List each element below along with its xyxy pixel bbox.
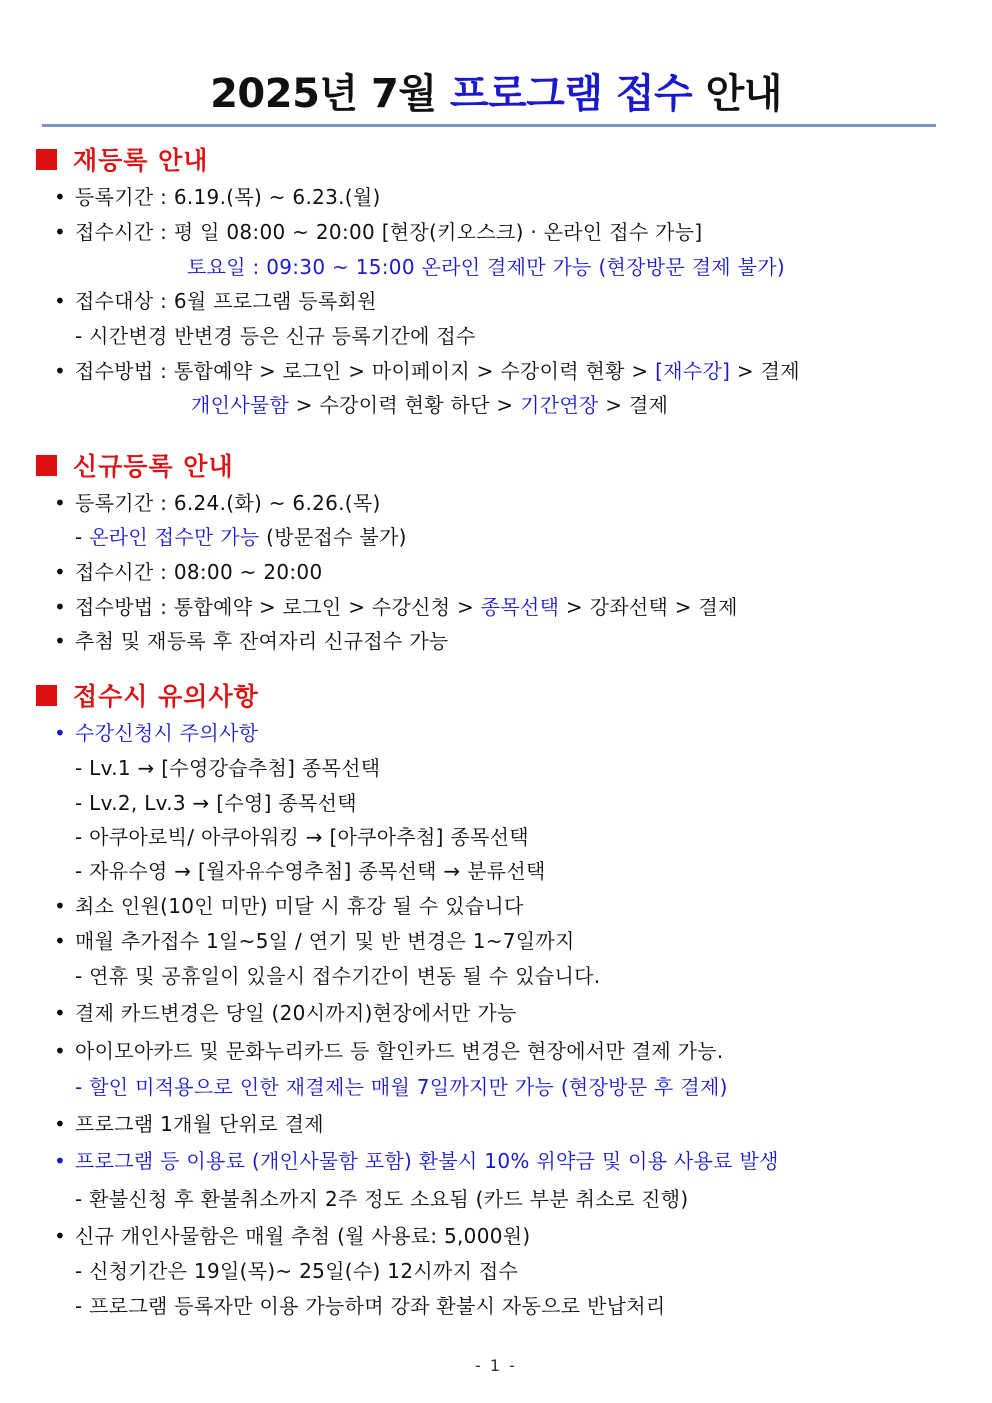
note-extra: 매월 추가접수 1일~5일 / 연기 및 반 변경은 1~7일까지 [75, 929, 575, 953]
caution-aqua: - 아쿠아로빅/ 아쿠아워킹 → [아쿠아추첨] 종목선택 [75, 825, 529, 849]
caution-lv2: - Lv.2, Lv.3 → [수영] 종목선택 [75, 791, 357, 815]
reg-period: 등록기간 : 6.19.(목) ~ 6.23.(월) [75, 185, 381, 209]
note-discount-detail: - 할인 미적용으로 인한 재결제는 매월 7일까지만 가능 (현장방문 후 결제) [75, 1075, 728, 1099]
square-bullet-icon [36, 685, 57, 706]
title-year-month: 2025년 7월 [210, 71, 437, 117]
section-heading-new-registration: 신규등록 안내 [36, 447, 234, 483]
new-online-only: - 온라인 접수만 가능 (방문접수 불가) [75, 525, 407, 549]
note-card: 결제 카드변경은 당일 (20시까지)현장에서만 가능 [75, 1001, 517, 1025]
note-extra-holiday: - 연휴 및 공휴일이 있을시 접수기간이 변동 될 수 있습니다. [75, 964, 601, 988]
bullet-icon: • [54, 1039, 66, 1063]
section-heading-notes: 접수시 유의사항 [36, 677, 259, 713]
bullet-icon: • [54, 491, 66, 515]
bullet-icon: • [54, 721, 66, 745]
new-method: 접수방법 : 통합예약 > 로그인 > 수강신청 > 종목선택 > 강좌선택 > 결제 [75, 595, 738, 619]
bullet-icon: • [54, 1112, 66, 1136]
new-time: 접수시간 : 08:00 ~ 20:00 [75, 560, 323, 584]
bullet-icon: • [54, 929, 66, 953]
page-title [0, 62, 992, 119]
note-refund: 프로그램 등 이용료 (개인사물함 포함) 환불시 10% 위약금 및 이용 사용료 발생 [75, 1149, 779, 1173]
title-divider [42, 124, 936, 127]
caution-title: 수강신청시 주의사항 [75, 721, 259, 745]
bullet-icon: • [54, 894, 66, 918]
page-number: - 1 - [475, 1356, 517, 1375]
bullet-icon: • [54, 595, 66, 619]
bullet-icon: • [54, 185, 66, 209]
note-locker-return: - 프로그램 등록자만 이용 가능하며 강좌 환불시 자동으로 반납처리 [75, 1294, 666, 1318]
reg-method-locker: 개인사물함 > 수강이력 현황 하단 > 기간연장 > 결제 [191, 393, 669, 417]
caution-lv1: - Lv.1 → [수영강습추첨] 종목선택 [75, 756, 381, 780]
reg-target: 접수대상 : 6월 프로그램 등록회원 [75, 289, 377, 313]
section-heading-reregistration: 재등록 안내 [36, 141, 208, 177]
bullet-icon: • [54, 560, 66, 584]
note-minimum: 최소 인원(10인 미만) 미달 시 휴강 될 수 있습니다 [75, 894, 524, 918]
bullet-icon: • [54, 1149, 66, 1173]
bullet-icon: • [54, 289, 66, 313]
bullet-icon: • [54, 359, 66, 383]
reg-method: 접수방법 : 통합예약 > 로그인 > 마이페이지 > 수강이력 현황 > [재수강] > 결제 [75, 359, 800, 383]
reg-time-weekday: 접수시간 : 평 일 08:00 ~ 20:00 [현장(키오스크) · 온라인 접수 가능] [75, 220, 703, 244]
bullet-icon: • [54, 220, 66, 244]
new-lottery: 추첨 및 재등록 후 잔여자리 신규접수 가능 [75, 629, 449, 653]
square-bullet-icon [36, 149, 57, 170]
square-bullet-icon [36, 455, 57, 476]
reg-target-note: - 시간변경 반변경 등은 신규 등록기간에 접수 [75, 324, 476, 348]
note-locker: 신규 개인사물함은 매월 추첨 (월 사용료: 5,000원) [75, 1224, 531, 1248]
note-discount: 아이모아카드 및 문화누리카드 등 할인카드 변경은 현장에서만 결제 가능. [75, 1039, 724, 1063]
bullet-icon: • [54, 1224, 66, 1248]
reg-time-saturday: 토요일 : 09:30 ~ 15:00 온라인 결제만 가능 (현장방문 결제 불가) [187, 255, 785, 279]
bullet-icon: • [54, 1001, 66, 1025]
note-monthly: 프로그램 1개월 단위로 결제 [75, 1112, 324, 1136]
note-locker-period: - 신청기간은 19일(목)~ 25일(수) 12시까지 접수 [75, 1259, 519, 1283]
title-highlight: 프로그램 접수 [449, 71, 693, 117]
note-refund-detail: - 환불신청 후 환불취소까지 2주 정도 소요됨 (카드 부분 취소로 진행) [75, 1187, 689, 1211]
bullet-icon: • [54, 629, 66, 653]
caution-free-swim: - 자유수영 → [월자유수영추첨] 종목선택 → 분류선택 [75, 859, 546, 883]
title-suffix: 안내 [705, 71, 782, 117]
new-period: 등록기간 : 6.24.(화) ~ 6.26.(목) [75, 491, 381, 515]
